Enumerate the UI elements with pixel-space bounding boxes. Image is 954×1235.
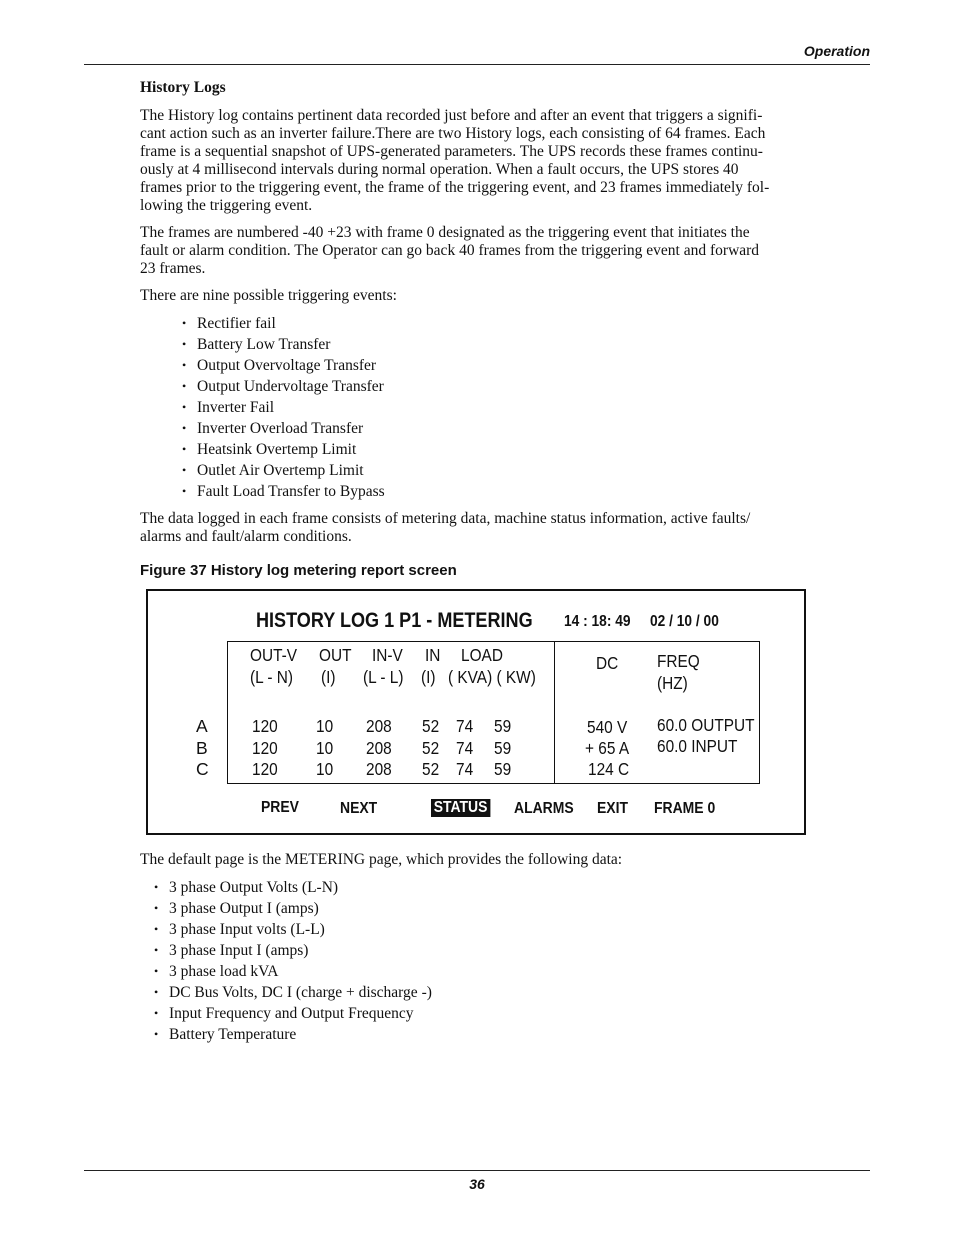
paragraph-intro (140, 107, 872, 215)
list-item (182, 397, 385, 418)
list-item (182, 376, 385, 397)
bullet-icon: • (182, 421, 187, 435)
bullet-icon: • (182, 463, 187, 477)
cell-dc: 124 C (588, 759, 630, 779)
list-item-label: Input Frequency and Output Frequency (169, 1005, 414, 1022)
footer-rule (84, 1170, 870, 1171)
text-line: The data logged in each frame consists of metering data, machine status information, active faults/ (140, 510, 751, 527)
list-item-label: Heatsink Overtemp Limit (197, 441, 357, 458)
cell-in-i: 52 (422, 738, 440, 758)
cell-kw: 59 (494, 738, 512, 758)
list-item (154, 1003, 432, 1024)
bullet-icon: • (154, 880, 159, 894)
list-item-label: Battery Temperature (169, 1026, 297, 1043)
bullet-icon: • (182, 316, 187, 330)
text-line: 23 frames. (140, 260, 206, 277)
list-item (182, 439, 385, 460)
bullet-icon: • (154, 964, 159, 978)
list-item (182, 460, 385, 481)
alarms-button[interactable]: ALARMS (514, 800, 574, 817)
list-item-label: Inverter Overload Transfer (197, 420, 364, 437)
list-item (182, 418, 385, 439)
col-header-freq: FREQ (657, 651, 700, 671)
bullet-icon: • (154, 901, 159, 915)
screen-time: 14 : 18: 49 (564, 613, 631, 630)
text-line: frame is a sequential snapshot of UPS-generated parameters. The UPS records these frames continu- (140, 143, 763, 160)
bullet-icon: • (154, 985, 159, 999)
list-item-label: Rectifier fail (197, 315, 276, 332)
list-item-label: 3 phase Input volts (L-L) (169, 921, 325, 938)
text-line: cant action such as an inverter failure.There are two History logs, each consisting of 64 frames. Each (140, 125, 766, 142)
col-header-in-v: IN-V (372, 645, 403, 665)
cell-out-v: 120 (252, 716, 278, 736)
list-item (154, 877, 432, 898)
col-header-in-i: IN (425, 645, 441, 665)
list-item-label: 3 phase Input I (amps) (169, 942, 309, 959)
cell-in-i: 52 (422, 759, 440, 779)
screen-date: 02 / 10 / 00 (650, 613, 719, 630)
cell-dc: + 65 A (585, 738, 630, 758)
list-item-label: Output Overvoltage Transfer (197, 357, 377, 374)
col-header-dc: DC (596, 653, 619, 673)
cell-kw: 59 (494, 716, 512, 736)
bullet-icon: • (182, 379, 187, 393)
section-title: History Logs (140, 79, 226, 96)
list-item-label: Fault Load Transfer to Bypass (197, 483, 385, 500)
cell-freq: 60.0 INPUT (657, 736, 738, 756)
col-header-out-i-unit: (I) (321, 667, 336, 687)
bullet-icon: • (154, 922, 159, 936)
text-line: The frames are numbered -40 +23 with frame 0 designated as the triggering event that initiates the (140, 224, 750, 241)
cell-out-i: 10 (316, 759, 334, 779)
list-item-label: 3 phase load kVA (169, 963, 279, 980)
list-item (154, 919, 432, 940)
list-item-label: 3 phase Output I (amps) (169, 900, 319, 917)
cell-dc: 540 V (587, 717, 628, 737)
list-item (182, 313, 385, 334)
phase-label-a: A (196, 716, 208, 736)
bullet-icon: • (182, 442, 187, 456)
text-line: The default page is the METERING page, which provides the following data: (140, 851, 623, 868)
frame-button[interactable]: FRAME 0 (654, 800, 716, 817)
cell-in-i: 52 (422, 716, 440, 736)
bullet-icon: • (182, 484, 187, 498)
page-number: 36 (469, 1176, 485, 1192)
cell-out-i: 10 (316, 716, 334, 736)
text-line: alarms and fault/alarm conditions. (140, 528, 352, 545)
header-rule (84, 64, 870, 65)
text-line: The History log contains pertinent data recorded just before and after an event that triggers a signifi- (140, 107, 763, 124)
list-item (182, 334, 385, 355)
bullet-icon: • (154, 1027, 159, 1041)
phase-label-b: B (196, 738, 208, 758)
cell-out-v: 120 (252, 738, 278, 758)
col-header-in-v-unit: (L - L) (363, 667, 404, 687)
text-line: There are nine possible triggering events: (140, 287, 397, 304)
metering-data-list (154, 877, 432, 1045)
list-item-label: 3 phase Output Volts (L-N) (169, 879, 339, 896)
list-item-label: Battery Low Transfer (197, 336, 331, 353)
bullet-icon: • (182, 358, 187, 372)
bullet-icon: • (154, 1006, 159, 1020)
list-item (154, 1024, 432, 1045)
cell-out-v: 120 (252, 759, 278, 779)
bullet-icon: • (182, 337, 187, 351)
paragraph-metering-default (140, 851, 872, 869)
status-button[interactable]: STATUS (431, 799, 490, 817)
list-item-label: Inverter Fail (197, 399, 275, 416)
prev-button[interactable]: PREV (261, 799, 299, 816)
cell-in-v: 208 (366, 716, 392, 736)
cell-freq: 60.0 OUTPUT (657, 715, 755, 735)
col-header-load: LOAD (461, 645, 503, 665)
exit-button[interactable]: EXIT (597, 800, 629, 817)
metering-grid-divider (554, 641, 555, 784)
col-header-load-unit: ( KVA) ( KW) (448, 667, 536, 687)
col-header-out-v: OUT-V (250, 645, 298, 665)
cell-kva: 74 (456, 716, 474, 736)
list-item (182, 355, 385, 376)
text-line: fault or alarm condition. The Operator can go back 40 frames from the triggering event and forward (140, 242, 760, 259)
list-item (182, 481, 385, 502)
paragraph-triggering-intro (140, 287, 872, 305)
phase-label-c: C (196, 759, 209, 779)
next-button[interactable]: NEXT (340, 800, 378, 817)
col-header-freq-unit: (HZ) (657, 673, 688, 693)
list-item-label: Outlet Air Overtemp Limit (197, 462, 364, 479)
cell-kva: 74 (456, 738, 474, 758)
bullet-icon: • (154, 943, 159, 957)
cell-in-v: 208 (366, 738, 392, 758)
list-item (154, 898, 432, 919)
col-header-out-v-unit: (L - N) (250, 667, 294, 687)
cell-kva: 74 (456, 759, 474, 779)
list-item (154, 940, 432, 961)
col-header-out-i: OUT (319, 645, 352, 665)
list-item-label: DC Bus Volts, DC I (charge + discharge -) (169, 984, 432, 1001)
cell-out-i: 10 (316, 738, 334, 758)
cell-kw: 59 (494, 759, 512, 779)
text-line: frames prior to the triggering event, the frame of the triggering event, and 23 frames immediately fol- (140, 179, 770, 196)
list-item (154, 982, 432, 1003)
text-line: ously at 4 millisecond intervals during normal operation. When a fault occurs, the UPS stores 40 (140, 161, 739, 178)
list-item (154, 961, 432, 982)
cell-in-v: 208 (366, 759, 392, 779)
screen-title: HISTORY LOG 1 P1 - METERING (256, 609, 533, 632)
text-line: lowing the triggering event. (140, 197, 313, 214)
list-item-label: Output Undervoltage Transfer (197, 378, 384, 395)
header-section-label: Operation (803, 43, 870, 59)
paragraph-logged-data (140, 510, 872, 546)
bullet-icon: • (182, 400, 187, 414)
paragraph-frame-numbering (140, 224, 872, 278)
col-header-in-i-unit: (I) (421, 667, 436, 687)
figure-caption: Figure 37 History log metering report screen (140, 562, 457, 579)
triggering-events-list (182, 313, 385, 502)
